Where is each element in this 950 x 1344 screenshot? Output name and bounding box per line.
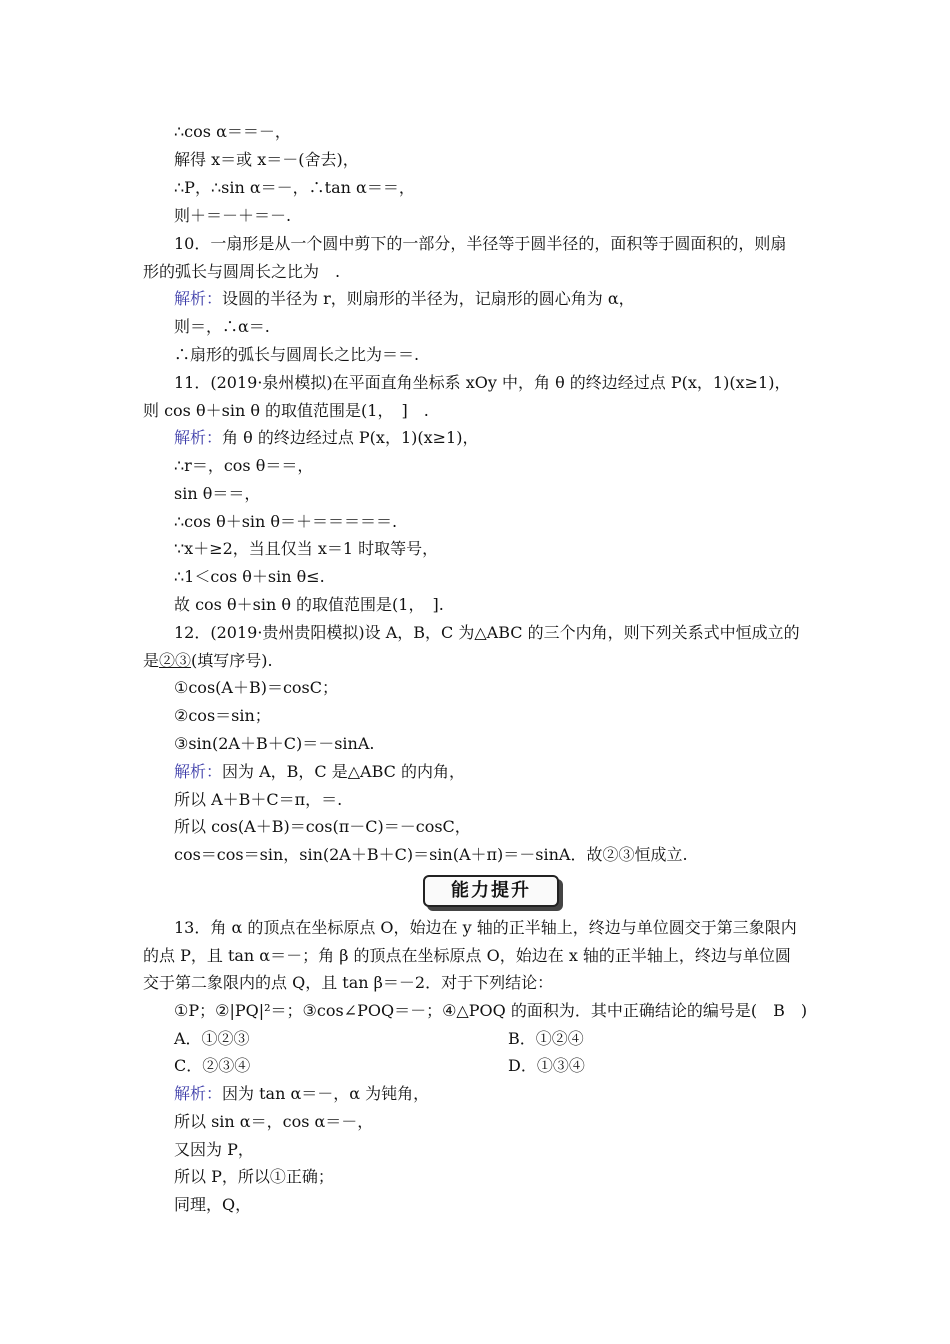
text-line: ∴cos α＝＝－，: [174, 122, 291, 141]
text-line: ∴1＜cos θ＋sin θ≤.: [174, 567, 325, 586]
text-line: cos＝cos＝sin，sin(2A＋B＋C)＝sin(A＋π)＝－sinA．故②③恒成立.: [174, 845, 688, 864]
text-line: ∴扇形的弧长与圆周长之比为＝＝.: [174, 345, 420, 364]
analysis-label: 解析：: [174, 1084, 223, 1103]
text-line: ③sin(2A＋B＋C)＝－sinA.: [174, 734, 375, 753]
option-b: B．①②④: [508, 1029, 584, 1048]
text-line: 设圆的半径为 r，则扇形的半径为，记扇形的圆心角为 α，: [222, 289, 635, 308]
analysis-label: 解析：: [174, 428, 223, 447]
option-d: D．①③④: [508, 1056, 585, 1075]
text-line: 则＋＝－＋＝－.: [174, 206, 292, 225]
text-line: 所以 sin α＝，cos α＝－，: [174, 1112, 374, 1131]
solution-line: [174, 1083, 429, 1105]
text-line: (填写序号).: [191, 651, 273, 670]
text-line: sin θ＝＝，: [174, 484, 261, 503]
text-line: 形的弧长与圆周长之比为 .: [143, 262, 341, 281]
text-line: 交于第二象限内的点 Q，且 tan β＝－2．对于下列结论：: [143, 973, 554, 992]
text-line: 所以 cos(A＋B)＝cos(π－C)＝－cosC，: [174, 817, 471, 836]
analysis-label: 解析：: [174, 289, 223, 308]
analysis-label: 解析：: [174, 762, 223, 781]
text-line: 同理，Q，: [174, 1195, 252, 1214]
text-line: 因为 tan α＝－，α 为钝角，: [222, 1084, 430, 1103]
text-line: 是: [143, 651, 160, 670]
text-line: 所以 P，所以①正确；: [174, 1167, 334, 1186]
answer-blank: ②③: [159, 651, 192, 670]
text-line: 又因为 P，: [174, 1140, 254, 1159]
question-10: 10．一扇形是从一个圆中剪下的一部分，半径等于圆半径的，面积等于圆面积的，则扇: [174, 234, 787, 253]
text-line: ∴P，∴sin α＝－，∴tan α＝＝，: [174, 178, 415, 197]
text-line: ∵x＋≥2，当且仅当 x＝1 时取等号，: [174, 539, 439, 558]
question-12: 12．(2019·贵州贵阳模拟)设 A，B，C 为△ABC 的三个内角，则下列关系式中恒成立的: [174, 623, 800, 642]
text-line: 则 cos θ＋sin θ 的取值范围是(1， ] .: [143, 401, 429, 420]
solution-line: [174, 427, 478, 449]
answer-line: [143, 650, 273, 672]
option-c: C．②③④: [174, 1056, 251, 1075]
text-line: 的点 P，且 tan α＝－；角 β 的顶点在坐标原点 O，始边在 x 轴的正半轴上，终边与单位圆: [143, 946, 791, 965]
text-line: 解得 x＝或 x＝－(舍去)，: [174, 150, 359, 169]
text-line: 故 cos θ＋sin θ 的取值范围是(1， ].: [174, 595, 444, 614]
text-line: ∴cos θ＋sin θ＝＋＝＝＝＝＝.: [174, 512, 398, 531]
section-title: 能力提升: [423, 875, 559, 907]
solution-line: [174, 761, 465, 783]
text-line: 因为 A，B，C 是△ABC 的内角，: [222, 762, 465, 781]
text-line: ①cos(A＋B)＝cosC；: [174, 678, 338, 697]
text-line: 所以 A＋B＋C＝π，＝.: [174, 790, 343, 809]
question-13: 13．角 α 的顶点在坐标原点 O，始边在 y 轴的正半轴上，终边与单位圆交于第三象限内: [174, 918, 797, 937]
solution-line: [174, 288, 635, 310]
question-11: 11．(2019·泉州模拟)在平面直角坐标系 xOy 中，角 θ 的终边经过点 P(x，1)(x≥1)，: [174, 373, 791, 392]
text-line: ②cos＝sin；: [174, 706, 271, 725]
section-banner: [423, 875, 561, 909]
option-a: A．①②③: [174, 1029, 250, 1048]
text-line: 则＝，∴α＝.: [174, 317, 270, 336]
text-line: 角 θ 的终边经过点 P(x，1)(x≥1)，: [222, 428, 479, 447]
text-line: ①P；②|PQ|²＝；③cos∠POQ＝－；④△POQ 的面积为．其中正确结论的编号是( B ): [174, 1001, 808, 1020]
text-line: ∴r＝，cos θ＝＝，: [174, 456, 314, 475]
